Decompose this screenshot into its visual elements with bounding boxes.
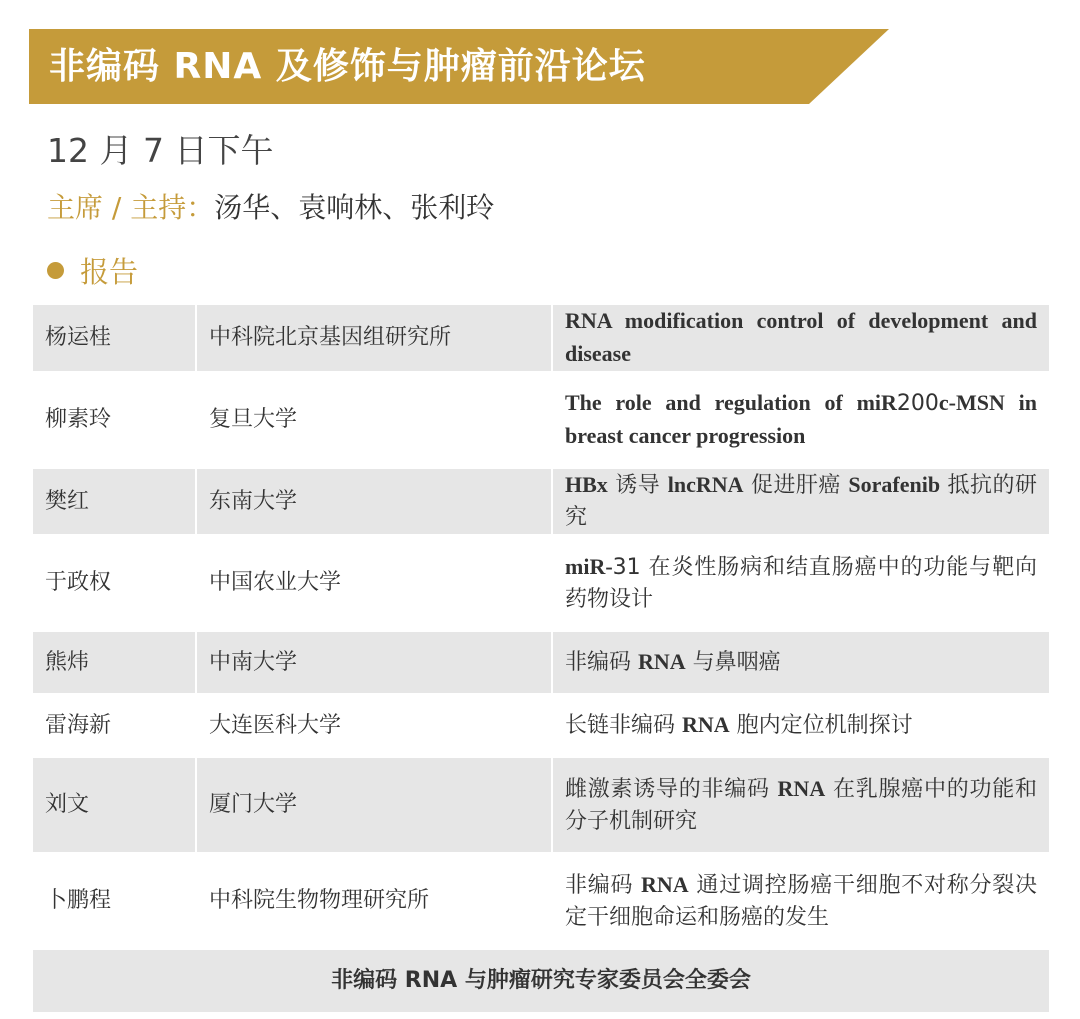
talk-title-segment: The role and regulation of miR bbox=[565, 390, 897, 415]
talk-title-segment: c-MSN in breast cancer progression bbox=[565, 390, 1037, 448]
talk-title-segment: 抵抗的研究 bbox=[565, 473, 1037, 530]
talk-title-segment: 诱导 bbox=[607, 473, 668, 498]
talk-title-segment: RNA bbox=[638, 649, 686, 674]
talk-title bbox=[552, 468, 1050, 535]
speaker-name: 杨运桂 bbox=[32, 304, 196, 372]
speaker-name: 卜鹏程 bbox=[32, 853, 196, 949]
talk-title-segment: 雌激素诱导的非编码 bbox=[565, 776, 778, 802]
talk-title-segment: RNA bbox=[682, 712, 730, 737]
table-row bbox=[32, 468, 1050, 535]
title-banner bbox=[29, 29, 889, 104]
talk-title-segment: RNA modification control of development and disease bbox=[565, 308, 1037, 366]
speaker-institution: 大连医科大学 bbox=[196, 694, 552, 757]
talk-title-segment: RNA bbox=[641, 871, 689, 897]
table-row bbox=[32, 372, 1050, 468]
talk-title-segment: HBx bbox=[565, 472, 608, 497]
table-row bbox=[32, 535, 1050, 631]
talk-title bbox=[552, 631, 1050, 694]
talk-title-segment: 200 bbox=[896, 391, 939, 416]
talk-title bbox=[552, 757, 1050, 853]
talk-title bbox=[552, 694, 1050, 757]
talk-title bbox=[552, 853, 1050, 949]
speaker-institution: 中南大学 bbox=[196, 631, 552, 694]
page-title: 非编码 RNA 及修饰与肿瘤前沿论坛 bbox=[49, 46, 646, 87]
speaker-institution: 厦门大学 bbox=[196, 757, 552, 853]
speaker-name: 柳素玲 bbox=[32, 372, 196, 468]
speaker-name: 雷海新 bbox=[32, 694, 196, 757]
table-footer-row bbox=[32, 949, 1050, 1013]
table-row bbox=[32, 757, 1050, 853]
talk-title-segment: 通过调控肠癌干细胞不对称分裂决定干细胞命运和肠癌的发生 bbox=[565, 872, 1037, 930]
talk-title-segment: 31 在炎性肠病和结直肠癌中的功能与靶向药物设计 bbox=[565, 554, 1037, 612]
speaker-institution: 中科院生物物理研究所 bbox=[196, 853, 552, 949]
committee-meeting-title: 非编码 RNA 与肿瘤研究专家委员会全委会 bbox=[32, 949, 1050, 1013]
speaker-name: 刘文 bbox=[32, 757, 196, 853]
talk-title-segment: 在乳腺癌中的功能和分子机制研究 bbox=[565, 776, 1037, 834]
speaker-institution: 中国农业大学 bbox=[196, 535, 552, 631]
bullet-dot-icon bbox=[47, 262, 64, 279]
talk-title-segment: 胞内定位机制探讨 bbox=[729, 713, 913, 738]
table-row bbox=[32, 304, 1050, 372]
chair-line bbox=[47, 186, 494, 226]
report-table bbox=[31, 303, 1051, 1014]
talk-title-segment: lncRNA bbox=[667, 472, 744, 497]
talk-title-segment: 与鼻咽癌 bbox=[685, 650, 781, 675]
session-date: 12 月 7 日下午 bbox=[47, 131, 274, 170]
table-row bbox=[32, 853, 1050, 949]
talk-title-segment: 长链非编码 bbox=[565, 713, 682, 738]
talk-title bbox=[552, 535, 1050, 631]
speaker-name: 樊红 bbox=[32, 468, 196, 535]
section-title: 报告 bbox=[80, 255, 139, 289]
talk-title-segment: RNA bbox=[777, 775, 826, 801]
talk-title bbox=[552, 372, 1050, 468]
section-heading bbox=[47, 250, 138, 291]
chair-label: 主席 / 主持： bbox=[47, 191, 215, 224]
talk-title-segment: miR- bbox=[565, 553, 613, 579]
speaker-name: 熊炜 bbox=[32, 631, 196, 694]
table-row bbox=[32, 694, 1050, 757]
talk-title-segment: 非编码 bbox=[565, 872, 642, 898]
talk-title-segment: 非编码 bbox=[565, 650, 638, 675]
speaker-institution: 复旦大学 bbox=[196, 372, 552, 468]
table-row bbox=[32, 631, 1050, 694]
chair-names: 汤华、袁响林、张利玲 bbox=[214, 191, 495, 224]
speaker-institution: 中科院北京基因组研究所 bbox=[196, 304, 552, 372]
speaker-institution: 东南大学 bbox=[196, 468, 552, 535]
speaker-name: 于政权 bbox=[32, 535, 196, 631]
talk-title bbox=[552, 304, 1050, 372]
talk-title-segment: Sorafenib bbox=[848, 472, 941, 497]
talk-title-segment: 促进肝癌 bbox=[743, 473, 849, 498]
